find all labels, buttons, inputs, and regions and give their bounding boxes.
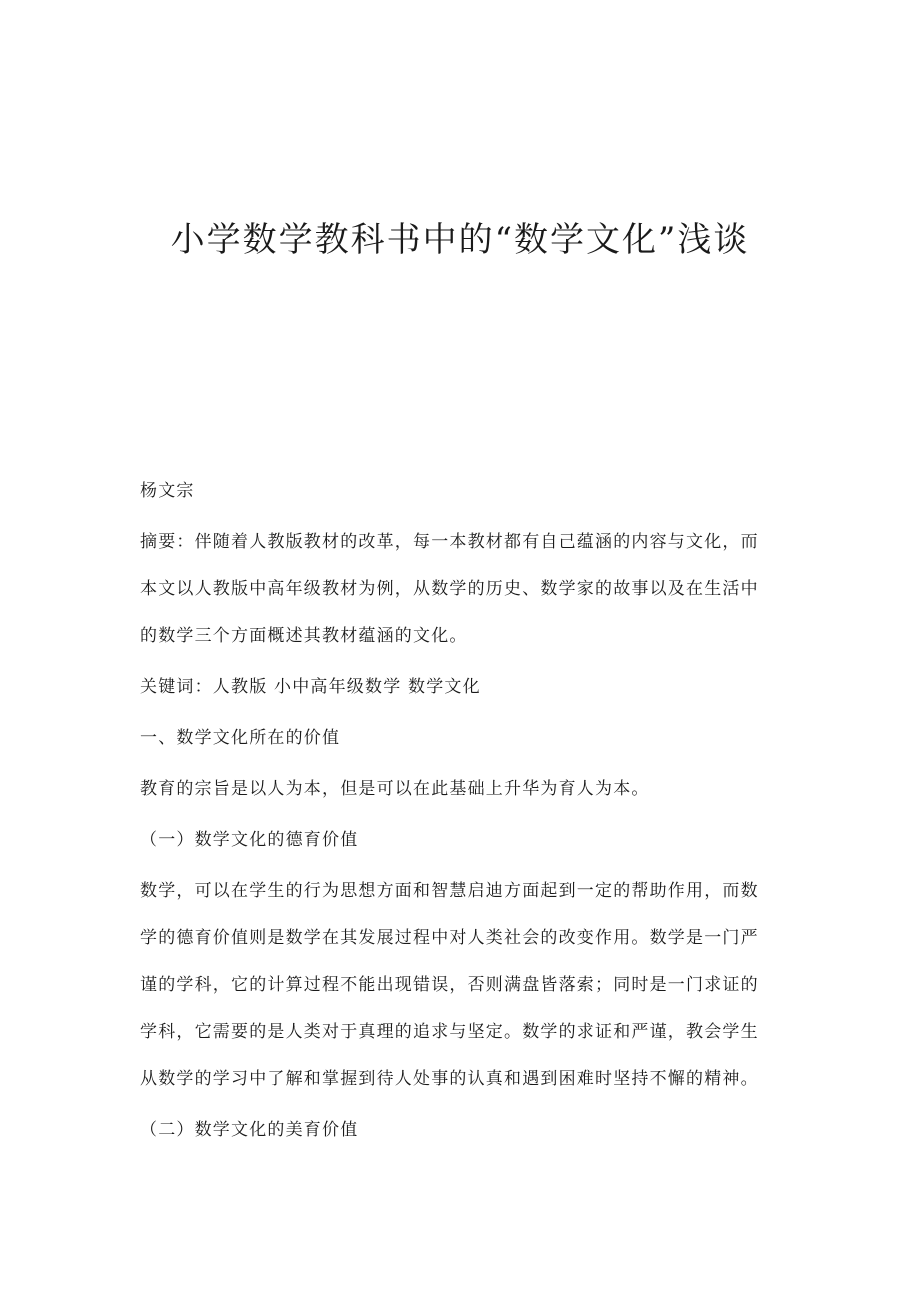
document-title: 小学数学教科书中的“数学文化”浅谈	[170, 220, 750, 260]
abstract-paragraph	[140, 519, 780, 660]
abstract-line: 的数学三个方面概述其教材蕴涵的文化。	[140, 626, 468, 646]
paragraph-line: 谨的学科，它的计算过程不能出现错误，否则满盘皆落索；同时是一门求证的	[140, 975, 759, 995]
section-intro: 教育的宗旨是以人为本，但是可以在此基础上升华为育人为本。	[140, 779, 650, 799]
paragraph-line: 数学，可以在学生的行为思想方面和智慧启迪方面起到一定的帮助作用，而数	[140, 881, 759, 901]
subsection-heading: （二）数学文化的美育价值	[140, 1120, 359, 1140]
subsection-heading: （一）数学文化的德育价值	[140, 830, 359, 850]
paragraph-line: 学科，它需要的是人类对于真理的追求与坚定。数学的求证和严谨，教会学生	[140, 1022, 759, 1042]
section-heading: 一、数学文化所在的价值	[140, 728, 341, 748]
keywords-line: 关键词：人教版 小中高年级数学 数学文化	[140, 677, 481, 697]
paragraph-line: 从数学的学习中了解和掌握到待人处事的认真和遇到困难时坚持不懈的精神。	[140, 1069, 759, 1089]
abstract-line: 本文以人教版中高年级教材为例，从数学的历史、数学家的故事以及在生活中	[140, 579, 759, 599]
abstract-line: 摘要：伴随着人教版教材的改革，每一本教材都有自己蕴涵的内容与文化，而	[140, 532, 759, 552]
author-name: 杨文宗	[140, 481, 195, 501]
document-body	[140, 468, 780, 1158]
paragraph-line: 学的德育价值则是数学在其发展过程中对人类社会的改变作用。数学是一门严	[140, 928, 759, 948]
subsection-paragraph	[140, 868, 780, 1103]
